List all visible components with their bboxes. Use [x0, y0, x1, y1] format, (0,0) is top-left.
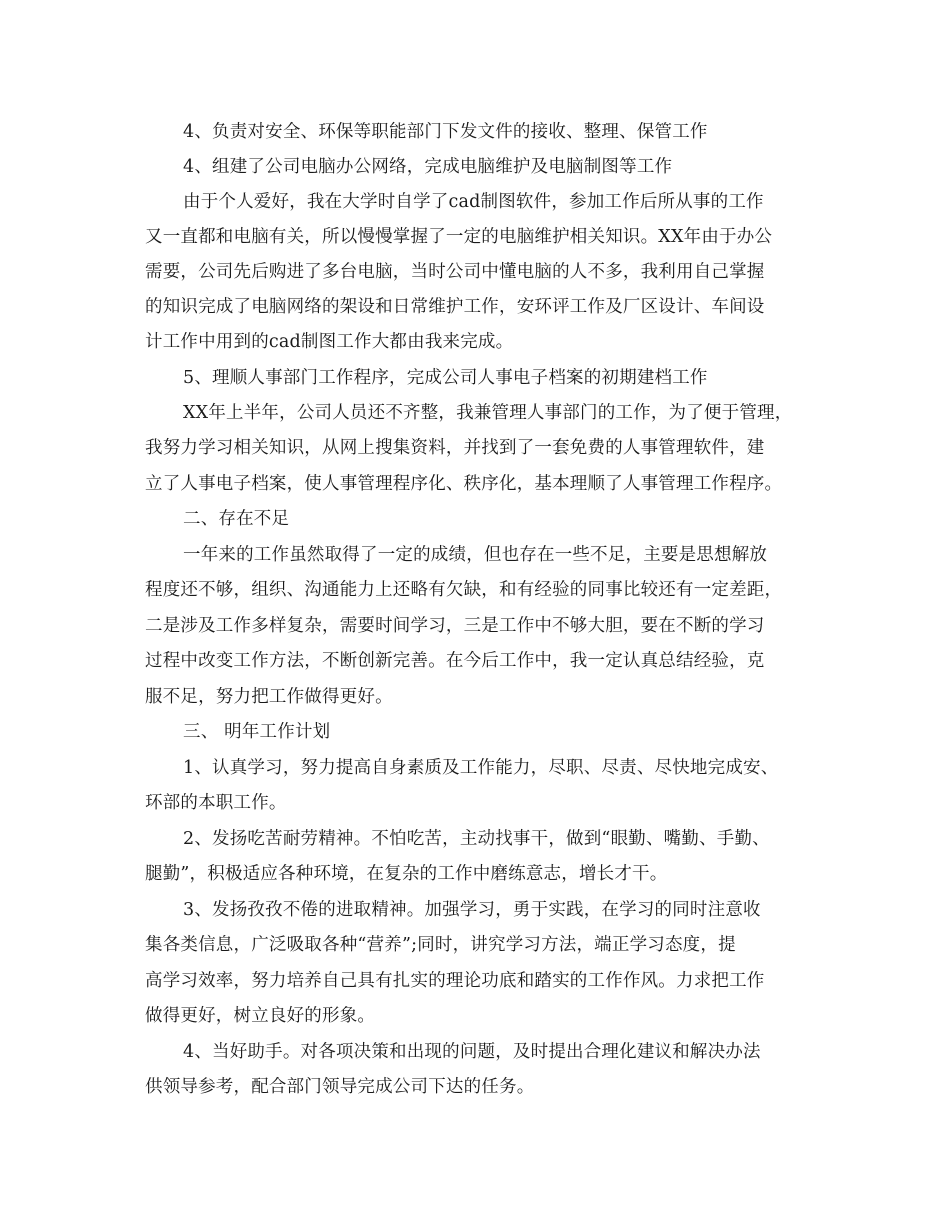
- text-line: 立了人事电子档案，使人事管理程序化、秩序化，基本理顺了人事管理工作程序。: [145, 474, 783, 494]
- text-line: 计工作中用到的cad制图工作大都由我来完成。: [145, 332, 514, 352]
- text-line: 我努力学习相关知识，从网上搜集资料，并找到了一套免费的人事管理软件，建: [145, 438, 765, 458]
- text-line: 5、理顺人事部门工作程序，完成公司人事电子档案的初期建档工作: [183, 368, 708, 388]
- text-line: 腿勤”，积极适应各种环境，在复杂的工作中磨练意志，增长才干。: [145, 864, 668, 884]
- text-line: 的知识完成了电脑网络的架设和日常维护工作，安环评工作及厂区设计、车间设: [145, 297, 765, 317]
- text-line: 3、发扬孜孜不倦的进取精神。加强学习，勇于实践，在学习的同时注意收: [183, 900, 761, 920]
- text-line: 供领导参考，配合部门领导完成公司下达的任务。: [145, 1077, 535, 1097]
- text-line: 4、组建了公司电脑办公网络，完成电脑维护及电脑制图等工作: [183, 157, 673, 177]
- text-line: 二是涉及工作多样复杂，需要时间学习，三是工作中不够大胆，要在不断的学习: [145, 616, 765, 636]
- text-line: 过程中改变工作方法，不断创新完善。在今后工作中，我一定认真总结经验，克: [145, 651, 765, 671]
- text-line: 做得更好，树立良好的形象。: [145, 1006, 376, 1026]
- text-line: 服不足，努力把工作做得更好。: [145, 687, 393, 707]
- text-line: XX年上半年，公司人员还不齐整，我兼管理人事部门的工作，为了便于管理，: [183, 403, 793, 423]
- text-line: 集各类信息，广泛吸取各种“营养”;同时，讲究学习方法，端正学习态度，提: [145, 935, 736, 955]
- text-line: 2、发扬吃苦耐劳精神。不怕吃苦，主动找事干，做到“眼勤、嘴勤、手勤、: [183, 829, 770, 849]
- text-line: 4、负责对安全、环保等职能部门下发文件的接收、整理、保管工作: [183, 122, 708, 142]
- section-heading: 二、存在不足: [183, 509, 290, 529]
- text-line: 高学习效率，努力培养自己具有扎实的理论功底和踏实的工作作风。力求把工作: [145, 971, 765, 991]
- text-line: 4、当好助手。对各项决策和出现的问题，及时提出合理化建议和解决办法: [183, 1042, 761, 1062]
- text-line: 1、认真学习，努力提高自身素质及工作能力，尽职、尽责、尽快地完成安、: [183, 758, 779, 778]
- text-line: 环部的本职工作。: [145, 793, 287, 813]
- text-line: 程度还不够，组织、沟通能力上还略有欠缺，和有经验的同事比较还有一定差距，: [145, 580, 783, 600]
- text-line: 又一直都和电脑有关，所以慢慢掌握了一定的电脑维护相关知识。XX年由于办公: [145, 227, 773, 247]
- text-line: 由于个人爱好，我在大学时自学了cad制图软件，参加工作后所从事的工作: [183, 192, 764, 212]
- text-line: 需要，公司先后购进了多台电脑，当时公司中懂电脑的人不多，我利用自己掌握: [145, 262, 765, 282]
- text-line: 一年来的工作虽然取得了一定的成绩，但也存在一些不足，主要是思想解放: [183, 545, 768, 565]
- section-heading: 三、 明年工作计划: [183, 722, 331, 742]
